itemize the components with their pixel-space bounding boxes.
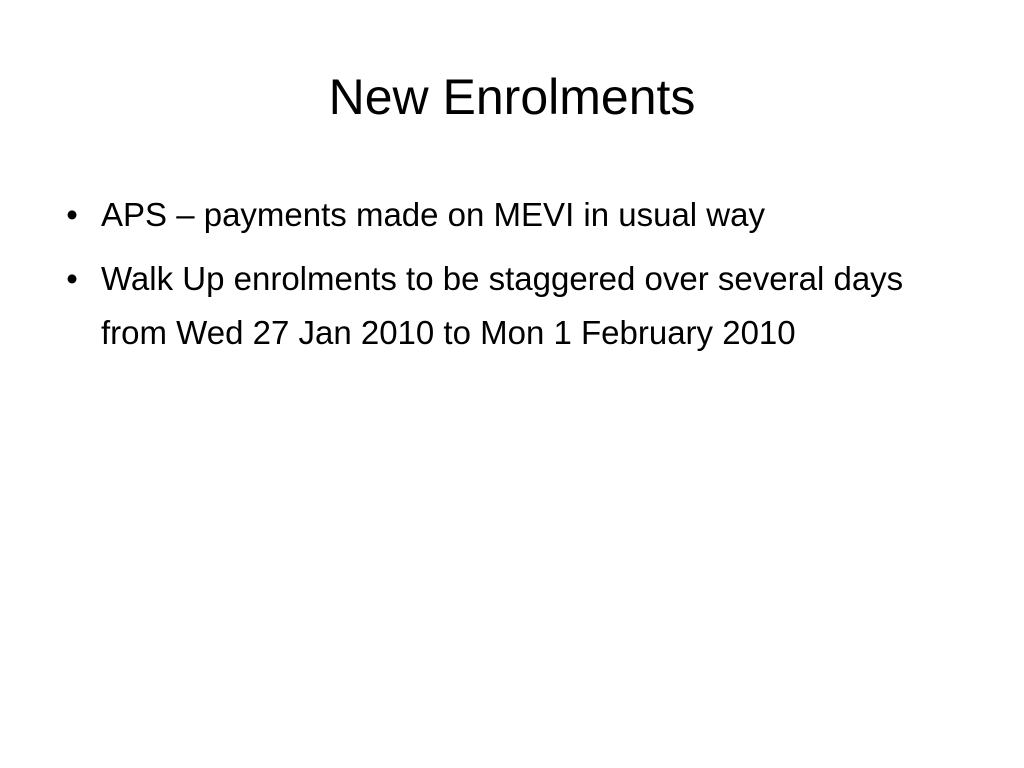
bullet-text: APS – payments made on MEVI in usual way (101, 196, 765, 233)
bullet-marker: • (66, 260, 78, 297)
bullet-marker: • (66, 196, 78, 233)
bullet-list (62, 188, 962, 370)
bullet-text: Walk Up enrolments to be staggered over several days from Wed 27 Jan 2010 to Mon 1 February 2010 (101, 260, 904, 351)
bullet-item (62, 188, 962, 242)
slide-title: New Enrolments (328, 69, 696, 125)
bullet-item (62, 252, 962, 360)
